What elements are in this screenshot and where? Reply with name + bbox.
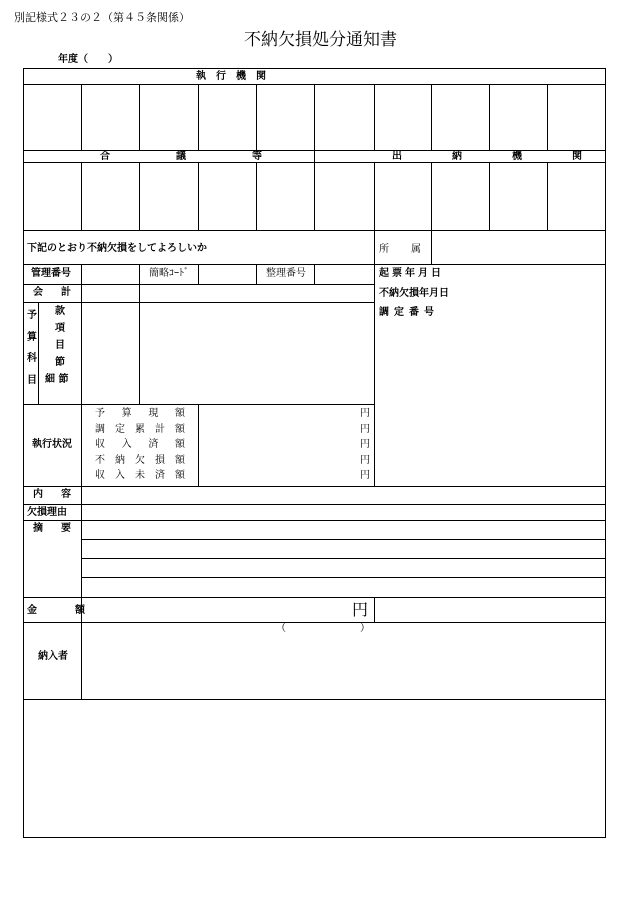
adjustment-number-label: 調定番号 bbox=[379, 307, 439, 318]
budget-level-subitem: 目 bbox=[55, 340, 65, 351]
contents-label: 内 容 bbox=[33, 489, 75, 500]
payer-label: 納入者 bbox=[38, 651, 68, 662]
budget-item-char-1: 予 bbox=[27, 310, 37, 321]
budget-item-char-3: 科 bbox=[27, 353, 37, 364]
fiscal-year-label: 年度（ ） bbox=[58, 54, 118, 65]
yen-unit-3: 円 bbox=[360, 439, 370, 450]
budget-level-clause: 節 bbox=[55, 357, 65, 368]
form-reference: 別記様式２３の２（第４５条関係） bbox=[14, 11, 190, 24]
amount-row-received: 収 入 済 額 bbox=[95, 439, 185, 450]
draft-date-label: 起票年月日 bbox=[379, 268, 444, 279]
writeoff-reason-label: 欠損理由 bbox=[27, 507, 67, 518]
yen-unit-1: 円 bbox=[360, 408, 370, 419]
budget-level-subclause: 細 節 bbox=[45, 374, 69, 385]
account-label: 会 計 bbox=[33, 287, 75, 298]
amount-row-unreceived: 収 入 未 済 額 bbox=[95, 470, 185, 481]
budget-item-char-4: 目 bbox=[27, 375, 37, 386]
yen-unit-5: 円 bbox=[360, 470, 370, 481]
management-number-label: 管理番号 bbox=[31, 268, 71, 279]
council-header: 合 議 等 bbox=[100, 151, 290, 162]
execution-status-label: 執行状況 bbox=[32, 439, 72, 450]
paren-open: （ bbox=[276, 623, 286, 634]
summary-label: 摘 要 bbox=[33, 523, 75, 534]
budget-item-char-2: 算 bbox=[27, 332, 37, 343]
yen-unit-4: 円 bbox=[360, 455, 370, 466]
amount-label: 金 額 bbox=[27, 605, 99, 616]
page-title: 不納欠損処分通知書 bbox=[244, 30, 397, 50]
affiliation-label: 所 属 bbox=[379, 244, 427, 255]
writeoff-date-label: 不納欠損年月日 bbox=[379, 288, 449, 299]
paren-close: ） bbox=[360, 623, 370, 634]
treasury-header: 出 納 機 関 bbox=[392, 151, 602, 162]
budget-level-section: 款 bbox=[55, 306, 65, 317]
amount-row-writeoff: 不 納 欠 損 額 bbox=[95, 455, 185, 466]
budget-level-item: 項 bbox=[55, 323, 65, 334]
abbreviation-code-label: 簡略ｺｰﾄﾞ bbox=[149, 268, 189, 279]
yen-unit-2: 円 bbox=[360, 424, 370, 435]
amount-row-budget: 予 算 現 額 bbox=[95, 408, 185, 419]
reference-number-label: 整理番号 bbox=[266, 268, 306, 279]
executing-agency-header: 執 行 機 関 bbox=[196, 71, 266, 82]
amount-yen-unit: 円 bbox=[352, 600, 369, 619]
amount-row-adjusted: 調 定 累 計 額 bbox=[95, 424, 185, 435]
request-text: 下記のとおり不納欠損をしてよろしいか bbox=[27, 243, 207, 254]
